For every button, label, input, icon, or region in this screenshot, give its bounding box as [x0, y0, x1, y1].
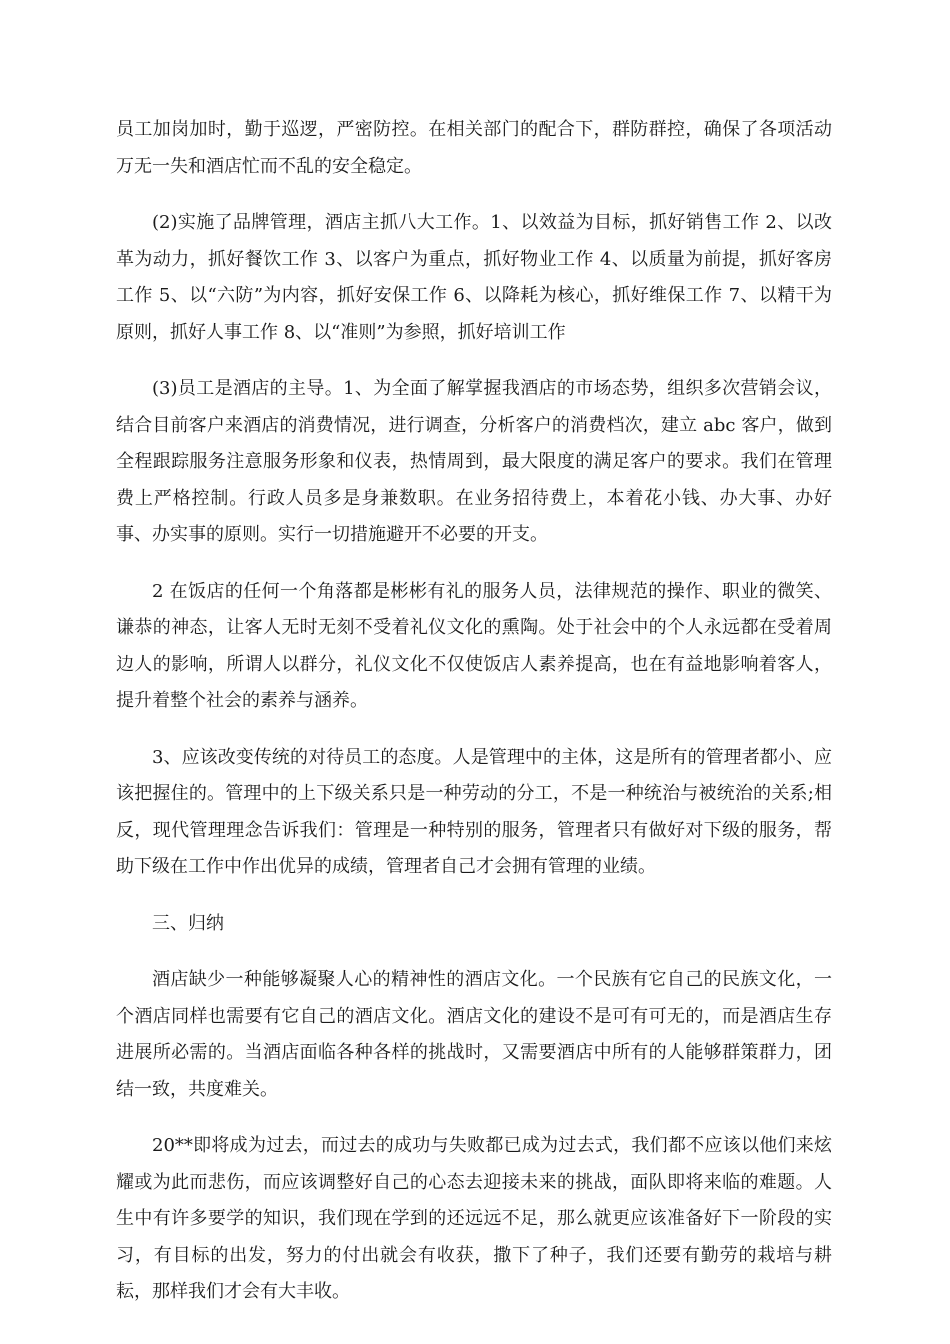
paragraph-attitude: 3、应该改变传统的对待员工的态度。人是管理中的主体，这是所有的管理者都小、应该把握住的。管理中的上下级关系只是一种劳动的分工，不是一种统治与被统治的关系;相反，现代管理理念告诉我们：管理是一种特别的服务，管理者只有做好对下级的服务，帮助下级在工作中作出优异的成绩，管理者自己才会拥有管理的业绩。: [116, 746, 832, 877]
document-body: [116, 112, 832, 1331]
paragraph-etiquette: 2 在饭店的任何一个角落都是彬彬有礼的服务人员，法律规范的操作、职业的微笑、谦恭的神态，让客人无时无刻不受着礼仪文化的熏陶。处于社会中的个人永远都在受着周边人的影响，所谓人以群分，礼仪文化不仅使饭店人素养提高，也在有益地影响着客人，提升着整个社会的素养与涵养。: [116, 580, 832, 711]
paragraph-hotel-culture: 酒店缺少一种能够凝聚人心的精神性的酒店文化。一个民族有它自己的民族文化，一个酒店同样也需要有它自己的酒店文化。酒店文化的建设不是可有可无的，而是酒店生存进展所必需的。当酒店面临各种各样的挑战时，又需要酒店中所有的人能够群策群力，团结一致，共度难关。: [116, 969, 832, 1100]
paragraph-staff-leading: (3)员工是酒店的主导。1、为全面了解掌握我酒店的市场态势，组织多次营销会议，结合目前客户来酒店的消费情况，进行调查，分析客户的消费档次，建立 abc 客户，做到全程跟踪服务注意服务形象和仪表，热情周到，最大限度的满足客户的要求。我们在管理费上严格控制。行政人员多是身兼数职。在业务招待费上，本着花小钱、办大事、办好事、办实事的原则。实行一切措施避开不必要的开支。: [116, 378, 832, 545]
paragraph-continuation: 员工加岗加时，勤于巡逻，严密防控。在相关部门的配合下，群防群控，确保了各项活动万无一失和酒店忙而不乱的安全稳定。: [116, 119, 832, 177]
paragraph-brand-management: (2)实施了品牌管理，酒店主抓八大工作。1、以效益为目标，抓好销售工作 2、以改革为动力，抓好餐饮工作 3、以客户为重点，抓好物业工作 4、以质量为前提，抓好客房工作 5、以“六防”为内容，抓好安保工作 6、以降耗为核心，抓好维保工作 7、以精干为原则，抓好人事工作 8、以“准则”为参照，抓好培训工作: [116, 212, 832, 343]
paragraph-conclusion: 20**即将成为过去，而过去的成功与失败都已成为过去式，我们都不应该以他们来炫耀或为此而悲伤，而应该调整好自己的心态去迎接未来的挑战，面队即将来临的难题。人生中有许多要学的知识，我们现在学到的还远远不足，那么就更应该准备好下一阶段的实习，有目标的出发，努力的付出就会有收获，撒下了种子，我们还要有勤劳的栽培与耕耘，那样我们才会有大丰收。: [116, 1135, 832, 1302]
section-heading-summary: 三、归纳: [152, 912, 224, 934]
